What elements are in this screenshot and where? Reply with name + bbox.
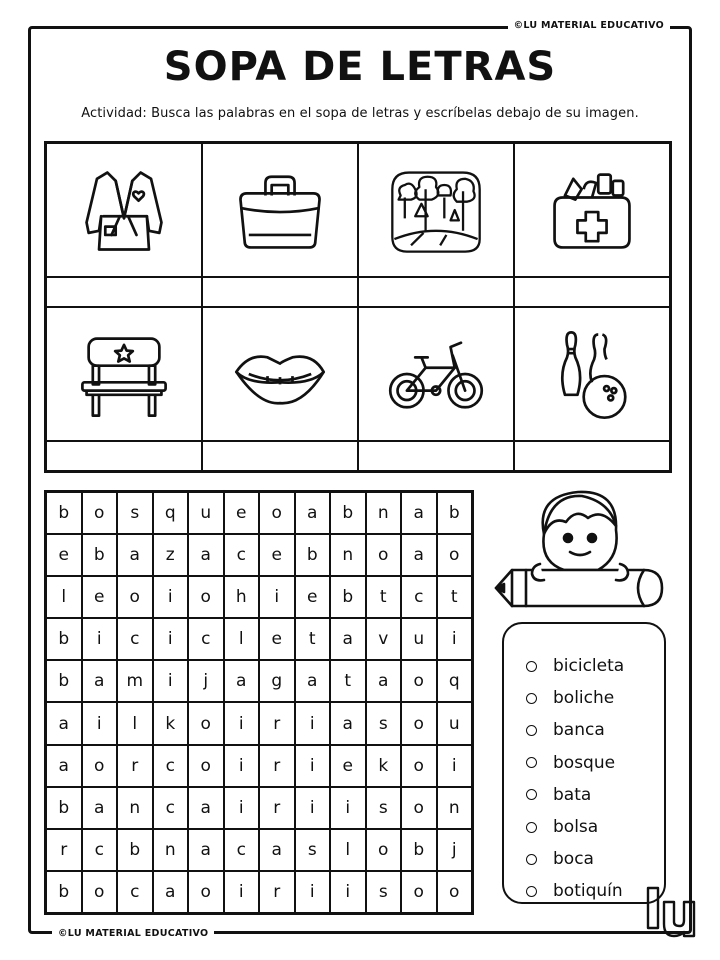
grid-cell[interactable]: j bbox=[188, 660, 224, 702]
grid-cell[interactable]: b bbox=[437, 492, 473, 534]
picture-grid bbox=[44, 141, 672, 473]
word-list-item bbox=[526, 714, 664, 746]
grid-cell[interactable]: z bbox=[153, 534, 189, 576]
grid-cell[interactable]: l bbox=[46, 576, 82, 618]
grid-cell[interactable]: o bbox=[188, 745, 224, 787]
word-label: boliche bbox=[553, 688, 615, 709]
answer-box[interactable] bbox=[358, 441, 514, 471]
grid-cell[interactable]: c bbox=[224, 534, 260, 576]
grid-cell[interactable]: n bbox=[117, 787, 153, 829]
answer-box[interactable] bbox=[202, 277, 358, 307]
robe-icon bbox=[72, 158, 176, 262]
grid-cell[interactable]: o bbox=[366, 534, 402, 576]
grid-cell[interactable]: n bbox=[153, 829, 189, 871]
answer-box[interactable] bbox=[46, 441, 202, 471]
word-label: bolsa bbox=[553, 817, 599, 838]
grid-cell[interactable]: o bbox=[188, 871, 224, 913]
grid-cell[interactable]: u bbox=[437, 702, 473, 744]
grid-cell[interactable]: u bbox=[401, 618, 437, 660]
boy-with-pencil-icon bbox=[492, 478, 670, 638]
grid-cell[interactable]: k bbox=[153, 702, 189, 744]
grid-cell[interactable]: c bbox=[153, 787, 189, 829]
grid-cell[interactable]: b bbox=[117, 829, 153, 871]
grid-cell[interactable]: g bbox=[259, 660, 295, 702]
picture-cell bbox=[202, 143, 358, 277]
grid-cell[interactable]: i bbox=[259, 576, 295, 618]
circle-bullet-icon[interactable] bbox=[526, 886, 537, 897]
grid-cell[interactable]: m bbox=[117, 660, 153, 702]
grid-cell[interactable]: i bbox=[153, 618, 189, 660]
word-list-panel bbox=[502, 622, 666, 904]
grid-cell[interactable]: n bbox=[366, 492, 402, 534]
grid-cell[interactable]: o bbox=[117, 576, 153, 618]
grid-cell[interactable]: i bbox=[224, 702, 260, 744]
grid-cell[interactable]: l bbox=[330, 829, 366, 871]
grid-cell[interactable]: o bbox=[259, 492, 295, 534]
grid-cell[interactable]: i bbox=[82, 702, 118, 744]
word-list-item bbox=[526, 682, 664, 714]
grid-cell[interactable]: o bbox=[82, 745, 118, 787]
grid-cell[interactable]: b bbox=[330, 492, 366, 534]
grid-cell[interactable]: t bbox=[437, 576, 473, 618]
grid-cell[interactable]: l bbox=[224, 618, 260, 660]
grid-cell[interactable]: a bbox=[224, 660, 260, 702]
grid-cell[interactable]: o bbox=[188, 576, 224, 618]
word-list-item bbox=[526, 650, 664, 682]
word-search-grid bbox=[44, 490, 474, 915]
grid-cell[interactable]: a bbox=[82, 660, 118, 702]
grid-cell[interactable]: l bbox=[117, 702, 153, 744]
word-label: boca bbox=[553, 849, 594, 870]
grid-cell[interactable]: i bbox=[295, 787, 331, 829]
grid-cell[interactable]: t bbox=[295, 618, 331, 660]
grid-cell[interactable]: q bbox=[437, 660, 473, 702]
bench-icon bbox=[72, 322, 176, 426]
grid-cell[interactable]: c bbox=[117, 618, 153, 660]
credit-bottom: ©LU MATERIAL EDUCATIVO bbox=[52, 928, 214, 939]
grid-cell[interactable]: n bbox=[437, 787, 473, 829]
grid-cell[interactable]: a bbox=[330, 702, 366, 744]
grid-cell[interactable]: r bbox=[259, 787, 295, 829]
grid-cell[interactable]: j bbox=[437, 829, 473, 871]
grid-cell[interactable]: i bbox=[330, 871, 366, 913]
word-label: botiquín bbox=[553, 881, 623, 902]
picture-cell bbox=[514, 143, 670, 277]
word-list-item bbox=[526, 779, 664, 811]
grid-cell[interactable]: t bbox=[366, 576, 402, 618]
word-list-item bbox=[526, 843, 664, 875]
grid-cell[interactable]: b bbox=[46, 618, 82, 660]
grid-cell[interactable]: h bbox=[224, 576, 260, 618]
grid-cell[interactable]: a bbox=[188, 534, 224, 576]
grid-cell[interactable]: e bbox=[259, 534, 295, 576]
word-list-item bbox=[526, 747, 664, 779]
grid-cell[interactable]: i bbox=[224, 745, 260, 787]
forest-icon bbox=[384, 158, 488, 262]
grid-cell[interactable]: r bbox=[259, 871, 295, 913]
grid-cell[interactable]: c bbox=[188, 618, 224, 660]
circle-bullet-icon[interactable] bbox=[526, 854, 537, 865]
grid-cell[interactable]: i bbox=[224, 787, 260, 829]
grid-cell[interactable]: b bbox=[82, 534, 118, 576]
circle-bullet-icon[interactable] bbox=[526, 789, 537, 800]
grid-cell[interactable]: q bbox=[153, 492, 189, 534]
grid-cell[interactable]: k bbox=[366, 745, 402, 787]
word-label: bosque bbox=[553, 752, 616, 773]
grid-cell[interactable]: i bbox=[153, 660, 189, 702]
grid-cell[interactable]: a bbox=[295, 492, 331, 534]
grid-cell[interactable]: o bbox=[437, 871, 473, 913]
grid-cell[interactable]: s bbox=[295, 829, 331, 871]
grid-cell[interactable]: r bbox=[46, 829, 82, 871]
grid-cell[interactable]: a bbox=[188, 829, 224, 871]
grid-cell[interactable]: o bbox=[401, 660, 437, 702]
picture-cell bbox=[46, 143, 202, 277]
picture-cell bbox=[358, 307, 514, 441]
grid-cell[interactable]: r bbox=[259, 745, 295, 787]
grid-cell[interactable]: o bbox=[366, 829, 402, 871]
grid-cell[interactable]: i bbox=[153, 576, 189, 618]
bicycle-icon bbox=[384, 322, 488, 426]
grid-cell[interactable]: i bbox=[437, 618, 473, 660]
grid-cell[interactable]: a bbox=[153, 871, 189, 913]
bag-icon bbox=[228, 158, 332, 262]
grid-cell[interactable]: b bbox=[46, 492, 82, 534]
grid-cell[interactable]: s bbox=[366, 871, 402, 913]
grid-cell[interactable]: a bbox=[401, 492, 437, 534]
grid-cell[interactable]: a bbox=[401, 534, 437, 576]
grid-cell[interactable]: a bbox=[46, 745, 82, 787]
grid-cell[interactable]: c bbox=[401, 576, 437, 618]
grid-cell[interactable]: o bbox=[401, 745, 437, 787]
grid-cell[interactable]: a bbox=[117, 534, 153, 576]
picture-cell bbox=[514, 307, 670, 441]
grid-cell[interactable]: c bbox=[82, 829, 118, 871]
grid-cell[interactable]: i bbox=[295, 745, 331, 787]
grid-cell[interactable]: c bbox=[224, 829, 260, 871]
word-list bbox=[526, 650, 664, 908]
grid-cell[interactable]: b bbox=[46, 787, 82, 829]
grid-cell[interactable]: o bbox=[401, 787, 437, 829]
grid-cell[interactable]: a bbox=[46, 702, 82, 744]
answer-box[interactable] bbox=[202, 441, 358, 471]
grid-cell[interactable]: o bbox=[82, 492, 118, 534]
grid-cell[interactable]: r bbox=[117, 745, 153, 787]
grid-cell[interactable]: i bbox=[82, 618, 118, 660]
word-list-item bbox=[526, 811, 664, 843]
grid-cell[interactable]: a bbox=[366, 660, 402, 702]
grid-cell[interactable]: a bbox=[295, 660, 331, 702]
grid-cell[interactable]: e bbox=[259, 618, 295, 660]
grid-cell[interactable]: a bbox=[82, 787, 118, 829]
picture-cell bbox=[202, 307, 358, 441]
grid-cell[interactable]: v bbox=[366, 618, 402, 660]
circle-bullet-icon[interactable] bbox=[526, 725, 537, 736]
grid-cell[interactable]: o bbox=[401, 702, 437, 744]
grid-cell[interactable]: s bbox=[366, 702, 402, 744]
picture-cell bbox=[46, 307, 202, 441]
grid-cell[interactable]: e bbox=[330, 745, 366, 787]
grid-cell[interactable]: t bbox=[330, 660, 366, 702]
grid-cell[interactable]: i bbox=[224, 871, 260, 913]
first-aid-kit-icon bbox=[540, 158, 644, 262]
grid-cell[interactable]: o bbox=[437, 534, 473, 576]
answer-box[interactable] bbox=[46, 277, 202, 307]
grid-cell[interactable]: e bbox=[295, 576, 331, 618]
picture-cell bbox=[358, 143, 514, 277]
grid-cell[interactable]: b bbox=[401, 829, 437, 871]
grid-cell[interactable]: b bbox=[330, 576, 366, 618]
grid-cell[interactable]: c bbox=[153, 745, 189, 787]
grid-cell[interactable]: n bbox=[330, 534, 366, 576]
answer-box[interactable] bbox=[514, 277, 670, 307]
credit-top: ©LU MATERIAL EDUCATIVO bbox=[508, 20, 670, 31]
grid-cell[interactable]: i bbox=[330, 787, 366, 829]
page-title: SOPA DE LETRAS bbox=[163, 44, 557, 90]
circle-bullet-icon[interactable] bbox=[526, 693, 537, 704]
word-label: bicicleta bbox=[553, 656, 625, 677]
mouth-icon bbox=[228, 322, 332, 426]
grid-cell[interactable]: i bbox=[295, 702, 331, 744]
grid-cell[interactable]: a bbox=[330, 618, 366, 660]
grid-cell[interactable]: b bbox=[46, 660, 82, 702]
circle-bullet-icon[interactable] bbox=[526, 757, 537, 768]
word-label: bata bbox=[553, 784, 592, 805]
grid-cell[interactable]: s bbox=[366, 787, 402, 829]
grid-cell[interactable]: u bbox=[188, 492, 224, 534]
grid-cell[interactable]: e bbox=[46, 534, 82, 576]
word-label: banca bbox=[553, 720, 605, 741]
grid-cell[interactable]: e bbox=[82, 576, 118, 618]
instruction-text: Actividad: Busca las palabras en el sopa de letras y escríbelas debajo de su imagen. bbox=[81, 106, 639, 121]
grid-cell[interactable]: s bbox=[117, 492, 153, 534]
grid-cell[interactable]: c bbox=[117, 871, 153, 913]
grid-cell[interactable]: b bbox=[295, 534, 331, 576]
circle-bullet-icon[interactable] bbox=[526, 822, 537, 833]
grid-cell[interactable]: i bbox=[295, 871, 331, 913]
bowling-icon bbox=[540, 322, 644, 426]
grid-cell[interactable]: e bbox=[224, 492, 260, 534]
grid-cell[interactable]: a bbox=[259, 829, 295, 871]
grid-cell[interactable]: a bbox=[188, 787, 224, 829]
circle-bullet-icon[interactable] bbox=[526, 661, 537, 672]
grid-cell[interactable]: o bbox=[401, 871, 437, 913]
answer-box[interactable] bbox=[514, 441, 670, 471]
lu-logo-icon bbox=[644, 884, 700, 940]
grid-cell[interactable]: o bbox=[188, 702, 224, 744]
grid-cell[interactable]: b bbox=[46, 871, 82, 913]
grid-cell[interactable]: r bbox=[259, 702, 295, 744]
grid-cell[interactable]: o bbox=[82, 871, 118, 913]
answer-box[interactable] bbox=[358, 277, 514, 307]
grid-cell[interactable]: i bbox=[437, 745, 473, 787]
